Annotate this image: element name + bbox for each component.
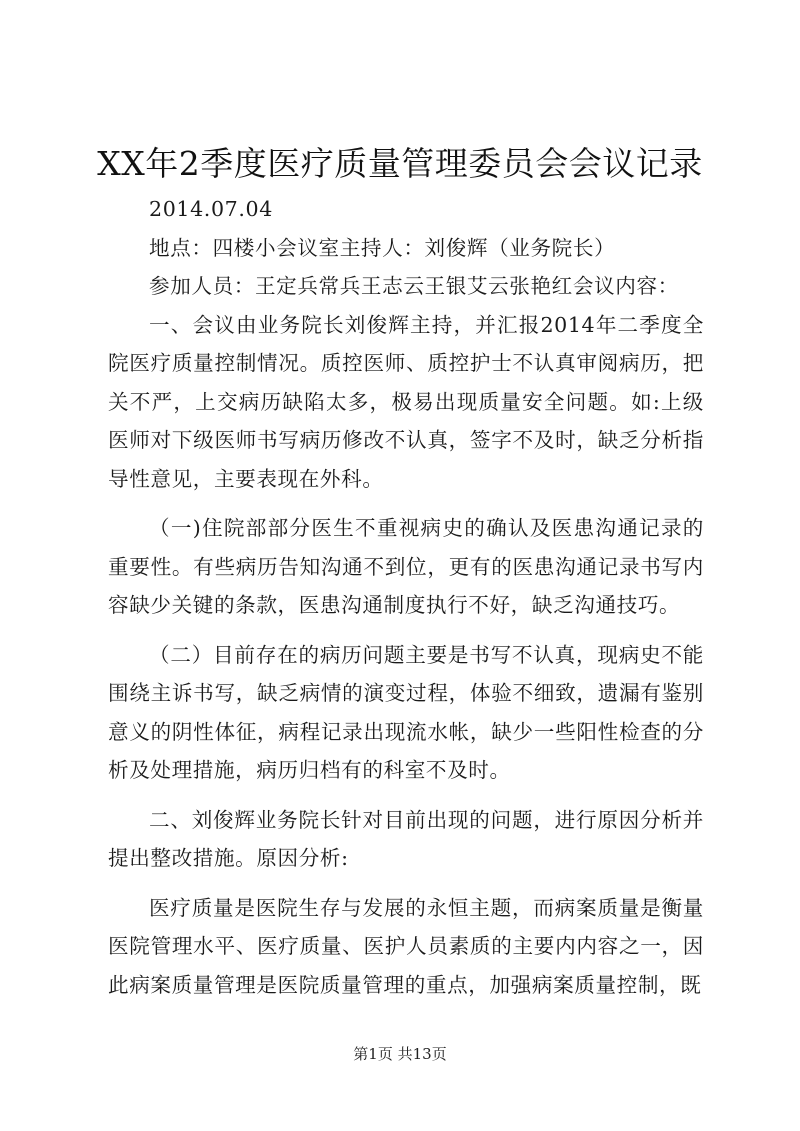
document-body bbox=[108, 190, 704, 1004]
meeting-location: 地点：四楼小会议室主持人：刘俊辉（业务院长） bbox=[149, 235, 616, 260]
paragraph-5: 医疗质量是医院生存与发展的永恒主题，而病案质量是衡量医院管理水平、医疗质量、医护人员素质的主要内内容之一，因此病案质量管理是医院质量管理的重点，加强病案质量控制，既 bbox=[108, 895, 704, 997]
paragraph-2: （一)住院部部分医生不重视病史的确认及医患沟通记录的重要性。有些病历告知沟通不到位，更有的医患沟通记录书写内容缺少关键的条款，医患沟通制度执行不好，缺乏沟通技巧。 bbox=[108, 516, 704, 617]
page-number: 第1页 共13页 bbox=[353, 1045, 447, 1063]
meeting-attendees: 参加人员：王定兵常兵王志云王银艾云张艳红会议内容： bbox=[149, 274, 679, 298]
paragraph-3: （二）目前存在的病历问题主要是书写不认真，现病史不能围绕主诉书写，缺乏病情的演变过程，体验不细致，遗漏有鉴别意义的阴性体征，病程记录出现流水帐，缺少一些阳性检查的分析及处理措施，病历归档有的科室不及时。 bbox=[108, 642, 704, 782]
meeting-date: 2014.07.04 bbox=[149, 197, 273, 221]
paragraph-4: 二、刘俊辉业务院长针对目前出现的问题，进行原因分析并提出整改措施。原因分析: bbox=[108, 807, 704, 870]
document-title: XX年2季度医疗质量管理委员会会议记录 bbox=[97, 144, 703, 183]
paragraph-1: 一、会议由业务院长刘俊辉主持，并汇报2014年二季度全院医疗质量控制情况。质控医师、质控护士不认真审阅病历，把关不严，上交病历缺陷太多，极易出现质量安全问题。如:上级医师对下级医师书写病历修改不认真，签字不及时，缺乏分析指导性意见，主要表现在外科。 bbox=[108, 312, 704, 491]
